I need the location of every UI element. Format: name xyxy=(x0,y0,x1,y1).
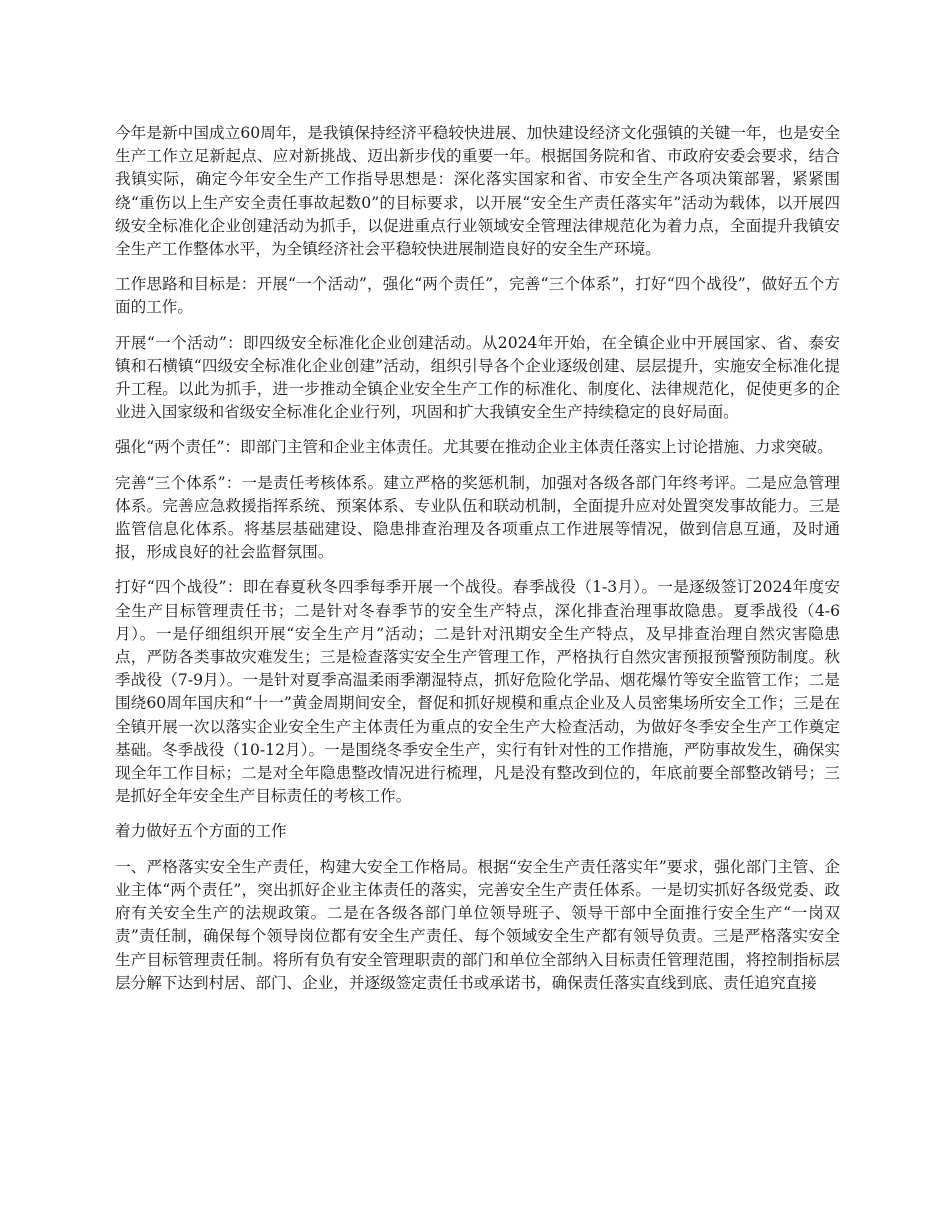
paragraph-work-approach: 工作思路和目标是：开展“一个活动”，强化“两个责任”，完善“三个体系”，打好“四个战役”，做好五个方面的工作。 xyxy=(115,275,840,317)
paragraph-one-activity: 开展“一个活动”：即四级安全标准化企业创建活动。从2024年开始，在全镇企业中开展国家、省、泰安镇和石横镇“四级安全标准化企业创建”活动，组织引导各个企业逐级创建、层层提升，实施安全标准化提升工程。以此为抓手，进一步推动全镇企业安全生产工作的标准化、制度化、法律规范化，促使更多的企业进入国家级和省级安全标准化企业行列，巩固和扩大我镇安全生产持续稳定的良好局面。 xyxy=(115,333,840,422)
paragraph-guiding-ideology: 今年是新中国成立60周年，是我镇保持经济平稳较快进展、加快建设经济文化强镇的关键一年，也是安全生产工作立足新起点、应对新挑战、迈出新步伐的重要一年。根据国务院和省、市政府安委会要求，结合我镇实际，确定今年安全生产工作指导思想是：深化落实国家和省、市安全生产各项决策部署，紧紧围绕“重伤以上生产安全责任事故起数0”的目标要求，以开展“安全生产责任落实年”活动为载体，以开展四级安全标准化企业创建活动为抓手，以促进重点行业领域安全管理法律规范化为着力点，全面提升我镇安全生产工作整体水平，为全镇经济社会平稳较快进展制造良好的安全生产环境。 xyxy=(115,124,840,259)
paragraph-section-one: 一、严格落实安全生产责任，构建大安全工作格局。根据“安全生产责任落实年”要求，强化部门主管、企业主体“两个责任”，突出抓好企业主体责任的落实，完善安全生产责任体系。一是切实抓好各级党委、政府有关安全生产的法规政策。二是在各级各部门单位领导班子、领导干部中全面推行安全生产“一岗双责”责任制，确保每个领导岗位都有安全生产责任、每个领域安全生产都有领导负责。三是严格落实安全生产目标管理责任制。将所有负有安全管理职责的部门和单位全部纳入目标责任管理范围，将控制指标层层分解下达到村居、部门、企业，并逐级签定责任书或承诺书，确保责任落实直线到底、责任追究直接 xyxy=(115,857,840,992)
paragraph-three-systems: 完善“三个体系”：一是责任考核体系。建立严格的奖惩机制，加强对各级各部门年终考评。二是应急管理体系。完善应急救援指挥系统、预案体系、专业队伍和联动机制，全面提升应对处置突发事故能力。三是监管信息化体系。将基层基础建设、隐患排查治理及各项重点工作进展等情况，做到信息互通，及时通报，形成良好的社会监督氛围。 xyxy=(115,473,840,562)
paragraph-two-responsibilities: 强化“两个责任”：即部门主管和企业主体责任。尤其要在推动企业主体责任落实上讨论措施、力求突破。 xyxy=(115,438,833,457)
document-body xyxy=(115,122,840,1007)
section-heading-five-aspects: 着力做好五个方面的工作 xyxy=(115,822,287,841)
paragraph-four-campaigns: 打好“四个战役”：即在春夏秋冬四季每季开展一个战役。春季战役（1-3月）。一是逐级签订2024年度安全生产目标管理责任书；二是针对冬春季节的安全生产特点，深化排查治理事故隐患。夏季战役（4-6月）。一是仔细组织开展“安全生产月”活动；二是针对汛期安全生产特点，及早排查治理自然灾害隐患点，严防各类事故灾难发生；三是检查落实安全生产管理工作，严格执行自然灾害预报预警预防制度。秋季战役（7-9月）。一是针对夏季高温柔雨季潮湿特点，抓好危险化学品、烟花爆竹等安全监管工作；二是围绕60周年国庆和“十一”黄金周期间安全，督促和抓好规模和重点企业及人员密集场所安全工作；三是在全镇开展一次以落实企业安全生产主体责任为重点的安全生产大检查活动，为做好冬季安全生产工作奠定基础。冬季战役（10-12月）。一是围绕冬季安全生产，实行有针对性的工作措施，严防事故发生，确保实现全年工作目标；二是对全年隐患整改情况进行梳理，凡是没有整改到位的，年底前要全部整改销号；三是抓好全年安全生产目标责任的考核工作。 xyxy=(115,578,840,806)
